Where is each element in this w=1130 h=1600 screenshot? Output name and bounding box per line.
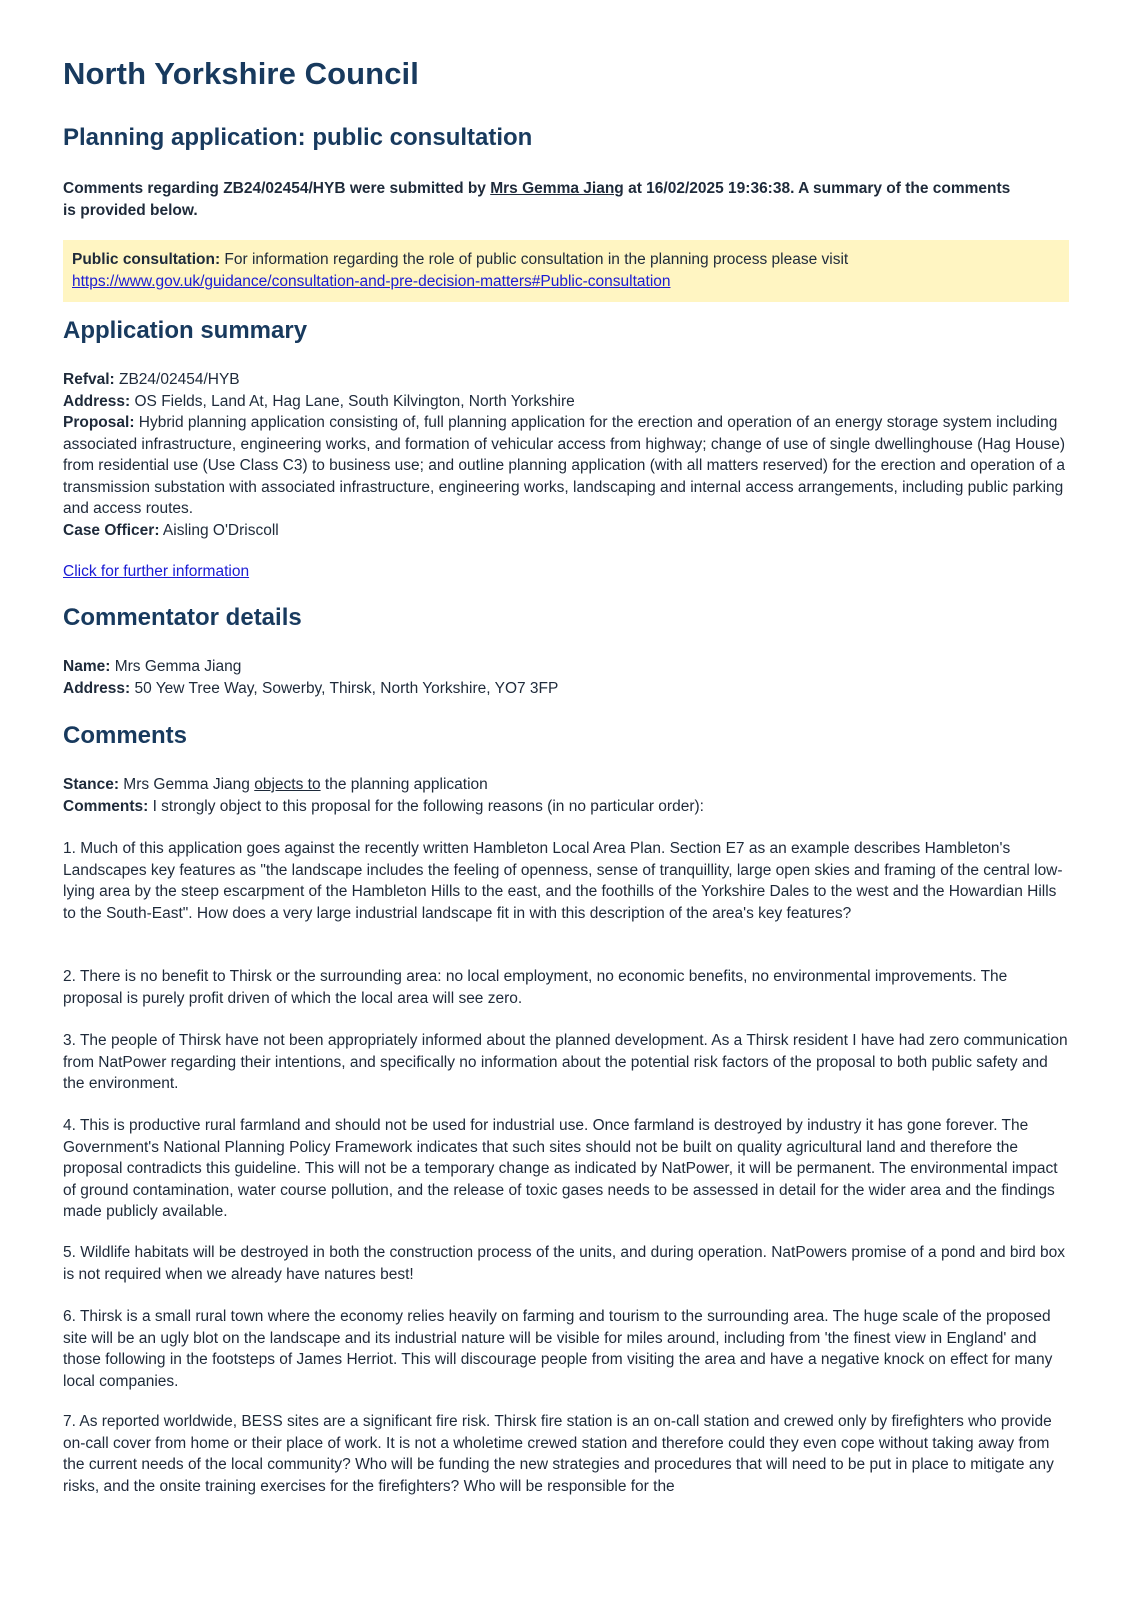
submitter-link[interactable]: Mrs Gemma Jiang	[490, 180, 624, 197]
commentator-details-heading: Commentator details	[63, 604, 302, 631]
stance-suffix: the planning application	[320, 776, 488, 793]
notice-label: Public consultation:	[72, 251, 221, 268]
comment-point-5: 5. Wildlife habitats will be destroyed in both the construction process of the units, and during operation. NatPowers promise of a pond and bird box is not required when we already have natures best!	[63, 1244, 1066, 1283]
case-officer-label: Case Officer:	[63, 521, 160, 539]
stance-label: Stance:	[63, 776, 119, 793]
commentator-name-label: Name:	[63, 658, 111, 675]
comments-intro: I strongly object to this proposal for the following reasons (in no particular order):	[148, 797, 704, 815]
site-address-row	[63, 391, 1069, 413]
notice-text: For information regarding the role of public consultation in the planning process please visit	[220, 251, 849, 268]
commentator-address-value: 50 Yew Tree Way, Sowerby, Thirsk, North Yorkshire, YO7 3FP	[130, 679, 559, 697]
comment-point-2: 2. There is no benefit to Thirsk or the surrounding area: no local employment, no economic benefits, no environmental improvements. The proposal is purely profit driven of which the local area will see zero.	[63, 968, 1008, 1007]
case-officer-value: Aisling O'Driscoll	[159, 521, 279, 539]
comment-point-3: 3. The people of Thirsk have not been appropriately informed about the planned development. As a Thirsk resident I have had zero communication from NatPower regarding their intentions, and specifically no information about the potential risk factors of the proposal to both public safety and the environment.	[63, 1032, 1068, 1092]
application-summary-heading: Application summary	[63, 317, 308, 344]
proposal-label: Proposal:	[63, 414, 135, 431]
comment-point-1: 1. Much of this application goes against the recently written Hambleton Local Area Plan. Section E7 as an example describes Hambleton's Landscapes key features as "the landscape includes the feeling of openness, sense of tranquillity, large open skies and framing of the central low-lying area by the steep escarpment of the Hambleton Hills to the east, and the foothills of the Yorkshire Dales to the west and the Howardian Hills to the South-East". How does a very large industrial landscape fit in with this description of the area's key features?	[63, 840, 1063, 922]
case-officer-row	[63, 520, 1069, 542]
refval-label: Refval:	[63, 371, 115, 388]
refval-value: ZB24/02454/HYB	[114, 371, 240, 388]
comments-label: Comments:	[63, 797, 149, 815]
comment-point-7: 7. As reported worldwide, BESS sites are a significant fire risk. Thirsk fire station is an on-call station and crewed only by firefighters who provide on-call cover from home or their place of work. It is not a wholetime crewed station and therefore could they even cope without taking away from the current needs of the local community? Who will be funding the new strategies and procedures that will need to be put in place to mitigate any risks, and the onsite training exercises for the firefighters? Who will be responsible for the	[63, 1413, 1054, 1495]
public-consultation-notice	[63, 240, 1069, 302]
intro-suffix: at 16/02/2025 19:36:38. A summary of the comments is provided below.	[63, 180, 1011, 219]
intro-paragraph	[63, 178, 1023, 221]
proposal-value: Hybrid planning application consisting of, full planning application for the erection and operation of an energy storage system including associated infrastructure, engineering works, and formation of vehicular access from highway; change of use of single dwellinghouse (Hag House) from residential use (Use Class C3) to business use; and outline planning application (with all matters reserved) for the erection and operation of a transmission substation with associated infrastructure, engineering works, landscaping and internal access arrangements, including public parking and access routes.	[63, 414, 1066, 517]
comments-heading: Comments	[63, 722, 188, 749]
consultation-guidance-link[interactable]: https://www.gov.uk/guidance/consultation-and-pre-decision-matters#Public-consultation	[72, 272, 671, 290]
site-address-label: Address:	[63, 392, 131, 410]
comment-point-6: 6. Thirsk is a small rural town where the economy relies heavily on farming and tourism to the surrounding area. The huge scale of the proposed site will be an ugly blot on the landscape and its industrial nature will be visible for miles around, including from 'the finest view in England' and those following in the footsteps of James Herriot. This will discourage people from visiting the area and have a negative knock on effect for many local companies.	[63, 1308, 1053, 1390]
commentator-name-value: Mrs Gemma Jiang	[110, 658, 242, 675]
council-title: North Yorkshire Council	[63, 56, 419, 91]
proposal-row	[63, 412, 1069, 520]
commentator-address-row	[63, 678, 1069, 700]
site-address-value: OS Fields, Land At, Hag Lane, South Kilvington, North Yorkshire	[130, 392, 575, 410]
intro-prefix: Comments regarding ZB24/02454/HYB were submitted by	[63, 180, 491, 197]
comments-intro-row	[63, 796, 1069, 818]
stance-row	[63, 774, 1069, 796]
commentator-name-row	[63, 656, 1069, 678]
comment-point-4: 4. This is productive rural farmland and should not be used for industrial use. Once farmland is destroyed by industry it has gone forever. The Government's National Planning Policy Framework indicates that such sites should not be built on quality agricultural land and therefore the proposal contradicts this guideline. This will not be a temporary change as indicated by NatPower, it will be permanent. The environmental impact of ground contamination, water course pollution, and the release of toxic gases needs to be assessed in detail for the wider area and the findings made publicly available.	[63, 1117, 1058, 1220]
comments-stance	[63, 774, 1069, 817]
refval-row	[63, 369, 1069, 391]
stance-prefix: Mrs Gemma Jiang	[119, 776, 255, 793]
further-information-link[interactable]: Click for further information	[63, 563, 250, 580]
application-summary-details	[63, 369, 1069, 541]
stance-objects-link[interactable]: objects to	[254, 776, 321, 793]
commentator-address-label: Address:	[63, 679, 131, 697]
commentator-details	[63, 656, 1069, 699]
page-subtitle: Planning application: public consultation	[63, 124, 533, 151]
